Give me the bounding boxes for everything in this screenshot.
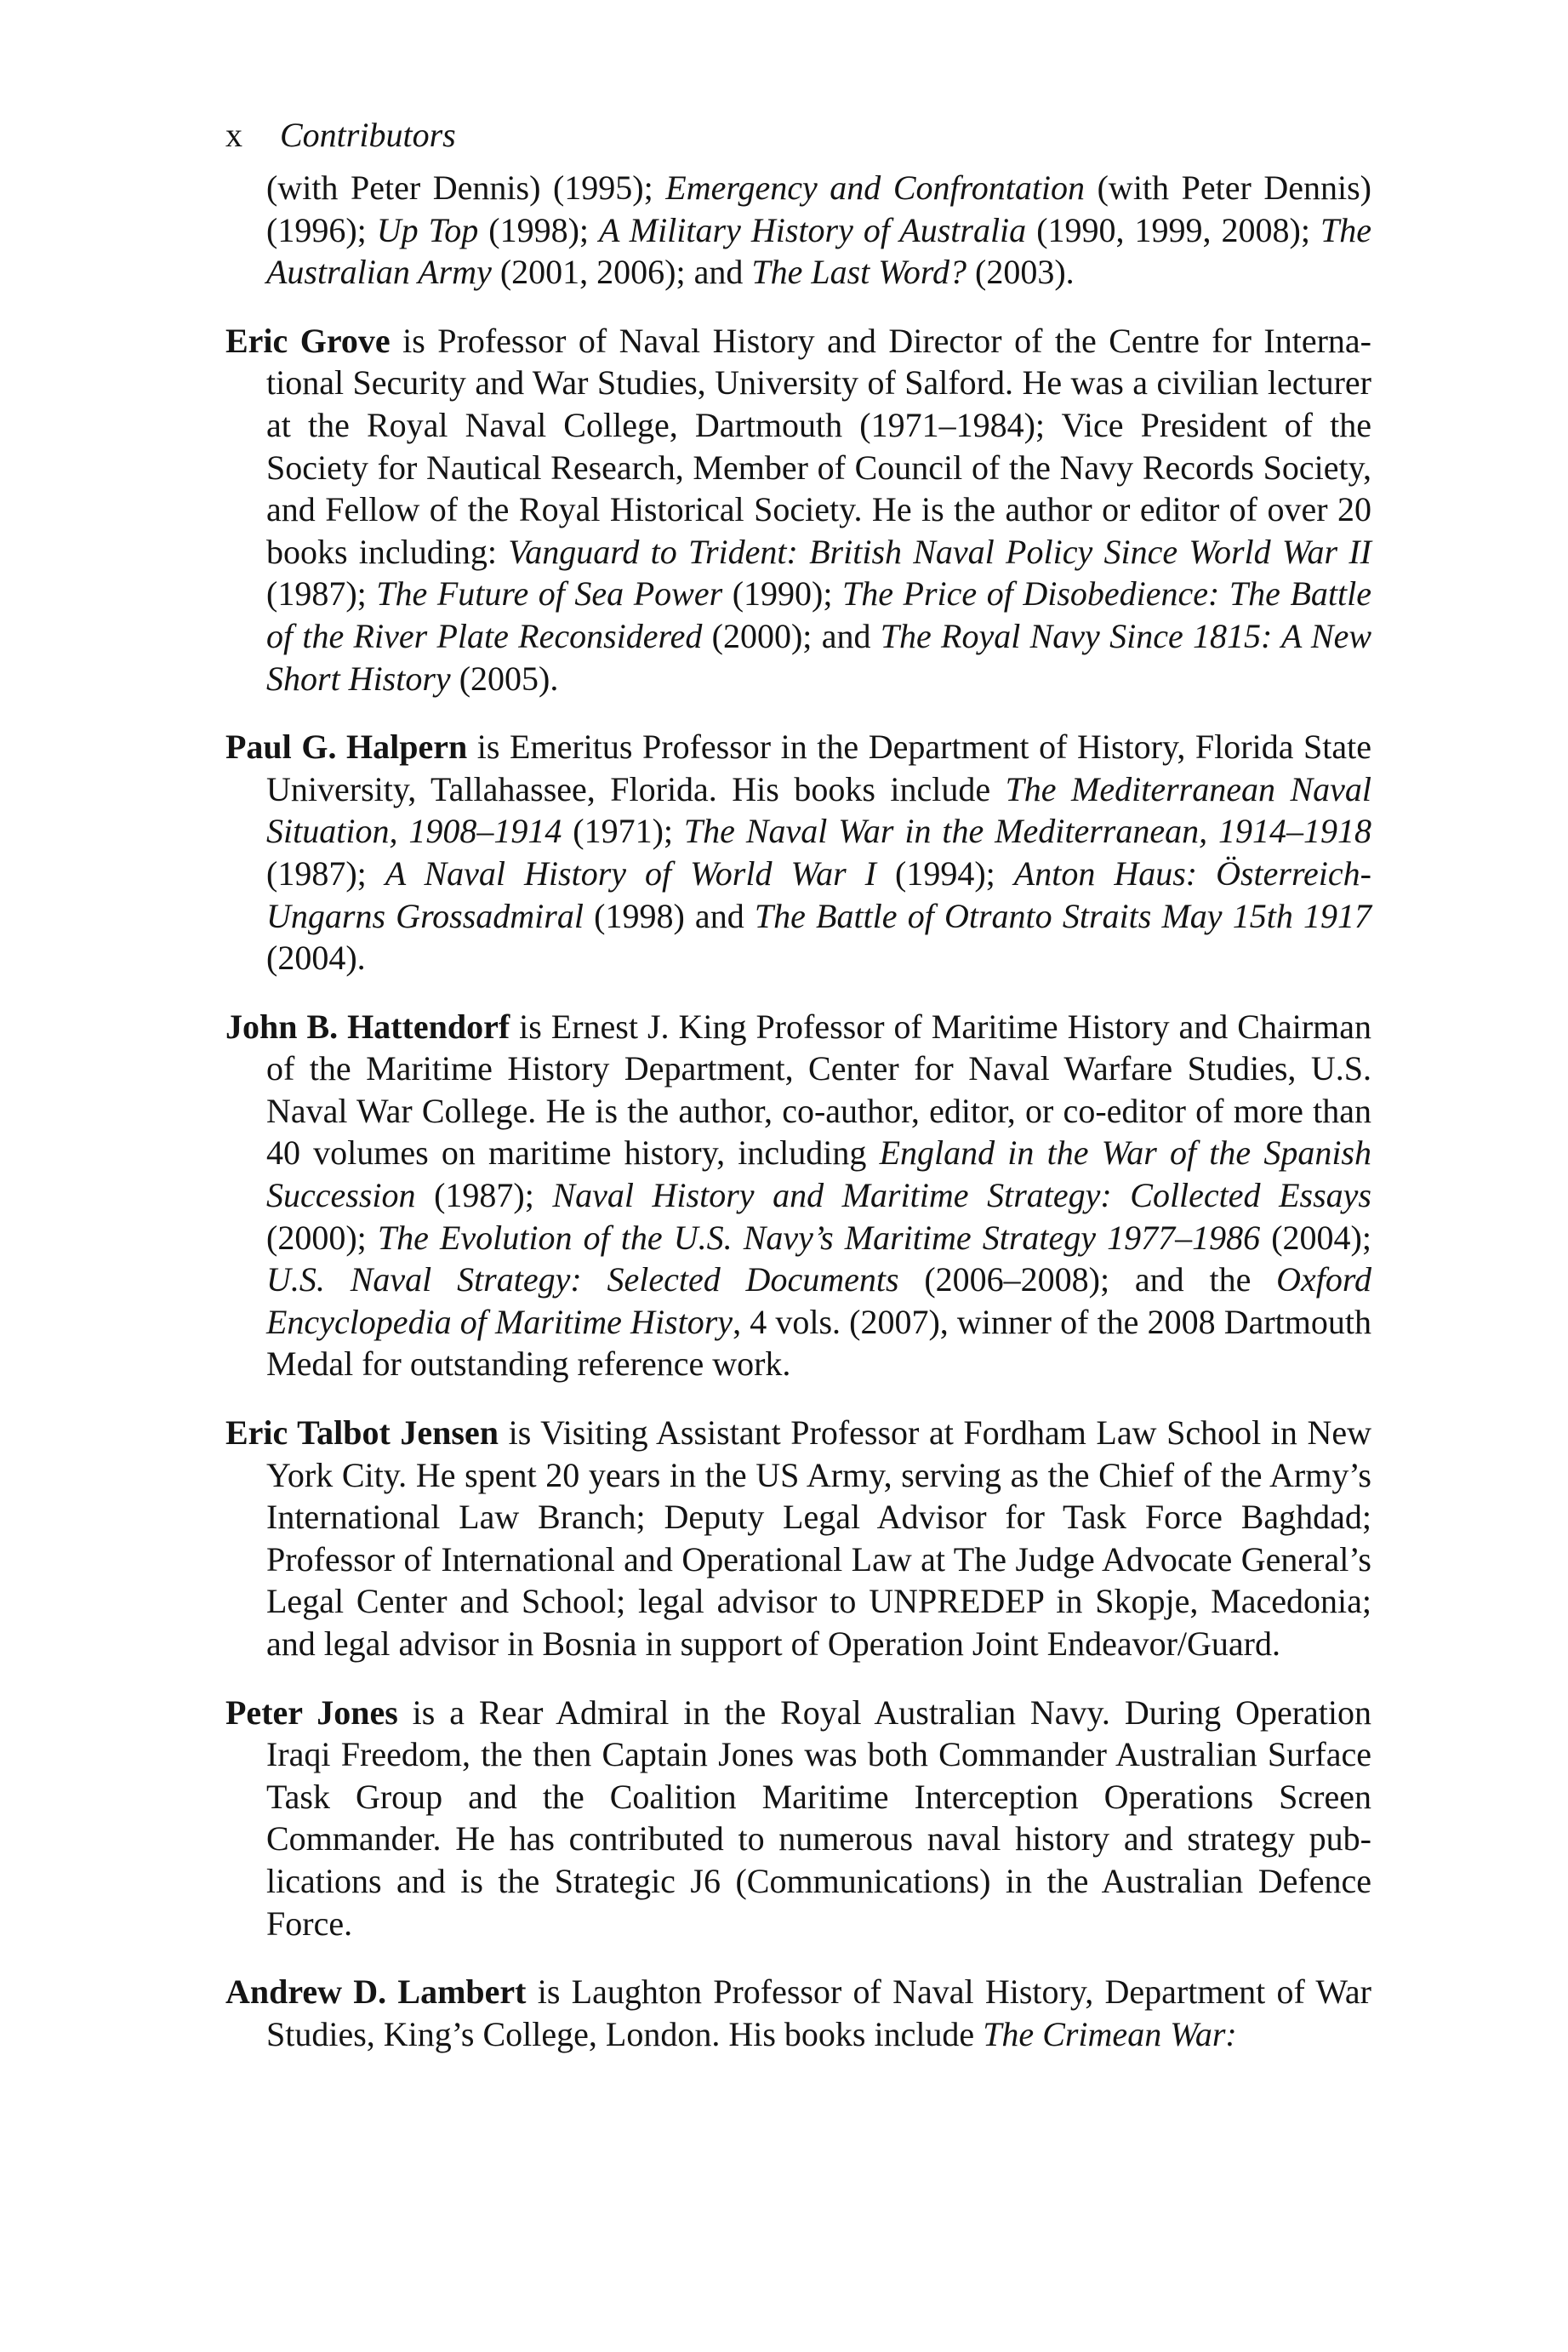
contributor-entry [225, 1412, 1371, 1665]
bio-text: is Professor of Naval History and Director of the Centre for International Security and War Studies, University of Salford. He was a civilian lecturer at the Royal Naval College, Dartmouth (1971–1984); Vice President of the Society for Nautical Research, Member of Council of the Navy Records Society, and Fellow of the Royal Historical Society. He is the author or editor of over 20 books including: [266, 321, 1371, 571]
bio-text: (1987); [266, 574, 377, 614]
bio-text: (2004). [266, 939, 366, 978]
work-title: The Crimean War: [983, 2014, 1237, 2053]
bio-text: , 4 vols. (2007), winner of the 2008 Dartmouth Medal for outstanding reference work. [266, 1302, 1372, 1384]
work-title: Emergency and Confrontation [665, 168, 1086, 207]
bio-text: is Laughton Professor of Naval History, Department of War Studies, King’s College, London. His books include [266, 1972, 1371, 2053]
bio-text: (2004); [1260, 1218, 1371, 1257]
section-title: Contributors [280, 116, 456, 154]
contributor-name: John B. Hattendorf [225, 1007, 510, 1046]
contributor-name: Eric Talbot Jensen [225, 1413, 499, 1453]
contributor-entry [225, 1971, 1371, 2055]
bio-text: (1987); [266, 853, 385, 893]
bio-text: (1998) and [583, 896, 755, 935]
contributor-name: Eric Grove [225, 321, 391, 360]
bio-text: is Emeritus Professor in the Department of History, Florida State University, Tallahassee, Florida. His books include [266, 728, 1371, 808]
work-title: The Last Word? [751, 253, 966, 292]
work-title: The Price of Disobedience: The Battle of the River Plate Reconsidered [266, 574, 1371, 655]
work-title: U.S. Naval Strategy: Selected Documents [266, 1260, 899, 1299]
contributor-entry [225, 1692, 1371, 1945]
work-title: Naval History and Maritime Strategy: Collected Essays [552, 1176, 1371, 1215]
work-title: The Australian Army [266, 210, 1371, 292]
bio-text: (2006–2008); and the [898, 1260, 1277, 1299]
work-title: The Evolution of the U.S. Navy’s Maritime Strategy 1977–1986 [377, 1218, 1261, 1257]
bio-text: is a Rear Admiral in the Royal Australian Navy. During Operation Iraqi Freedom, the then Captain Jones was both Commander Australian Surface Task Group and the Coalition Maritime Interception Operations Screen Commander. He has contributed to numerous naval history and strategy publications and is the Strategic J6 (Communications) in the Australian Defence Force. [266, 1693, 1372, 1943]
work-title: The Future of Sea Power [376, 574, 723, 614]
bio-text: (2001, 2006); and [491, 253, 752, 292]
bio-text: is Ernest J. King Professor of Maritime History and Chairman of the Maritime History Department, Center for Naval Warfare Studies, U.S. Naval War College. He is the author, co-author, editor, or co-editor of more than 40 volumes on maritime history, including [266, 1007, 1372, 1173]
contributor-list [225, 167, 1371, 2055]
contributor-name: Andrew D. Lambert [225, 1972, 527, 2012]
work-title: The Battle of Otranto Straits May 15th 1917 [754, 896, 1371, 935]
work-title: Up Top [376, 210, 479, 249]
work-title: The Naval War in the Mediterranean, 1914–1918 [683, 812, 1372, 851]
work-title: Vanguard to Trident: British Naval Policy Since World War II [508, 532, 1371, 571]
bio-text: (1987); [415, 1176, 553, 1215]
bio-text: (1994); [876, 853, 1014, 893]
work-title: A Naval History of World War I [385, 853, 876, 893]
bio-text: (with Peter Dennis) (1995); [266, 168, 666, 207]
work-title: Oxford Encyclopedia of Maritime History [266, 1260, 1371, 1341]
bio-text: (1998); [478, 210, 600, 249]
work-title: England in the War of the Spanish Succession [266, 1133, 1371, 1215]
work-title: The Mediterranean Naval Situation, 1908–1914 [266, 769, 1371, 851]
bio-text: (2003). [966, 253, 1075, 292]
bio-text: (2000); [266, 1218, 378, 1257]
contributor-entry-continued [225, 167, 1371, 294]
bio-text: (2005). [450, 659, 559, 698]
bio-text: (1971); [562, 812, 684, 851]
contributor-entry [225, 320, 1371, 699]
work-title: A Military History of Australia [599, 210, 1027, 249]
bio-text: (1990, 1999, 2008); [1026, 210, 1320, 249]
contributor-entry [225, 1006, 1371, 1385]
work-title: Anton Haus: Österreich-Ungarns Grossadmiral [266, 853, 1371, 935]
running-head [225, 109, 1371, 162]
contributor-name: Peter Jones [225, 1693, 398, 1732]
contributor-entry [225, 726, 1371, 979]
bio-text: is Visiting Assistant Professor at Fordham Law School in New York City. He spent 20 years in the US Army, serving as the Chief of the Army’s International Law Branch; Deputy Legal Advisor for Task Force Baghdad; Professor of International and Operational Law at The Judge Advocate General’s Legal Center and School; legal advisor to UNPREDEP in Skopje, Macedonia; and legal advisor in Bosnia in support of Operation Joint Endeavor/Guard. [266, 1413, 1371, 1663]
contributor-name: Paul G. Halpern [225, 728, 468, 767]
bio-text: (1990); [722, 574, 842, 614]
page [225, 109, 1371, 2081]
bio-text: (2000); and [702, 616, 881, 655]
page-number: x [225, 116, 242, 154]
work-title: The Royal Navy Since 1815: A New Short History [266, 616, 1371, 698]
bio-text: (with Peter Dennis) (1996); [266, 168, 1372, 249]
